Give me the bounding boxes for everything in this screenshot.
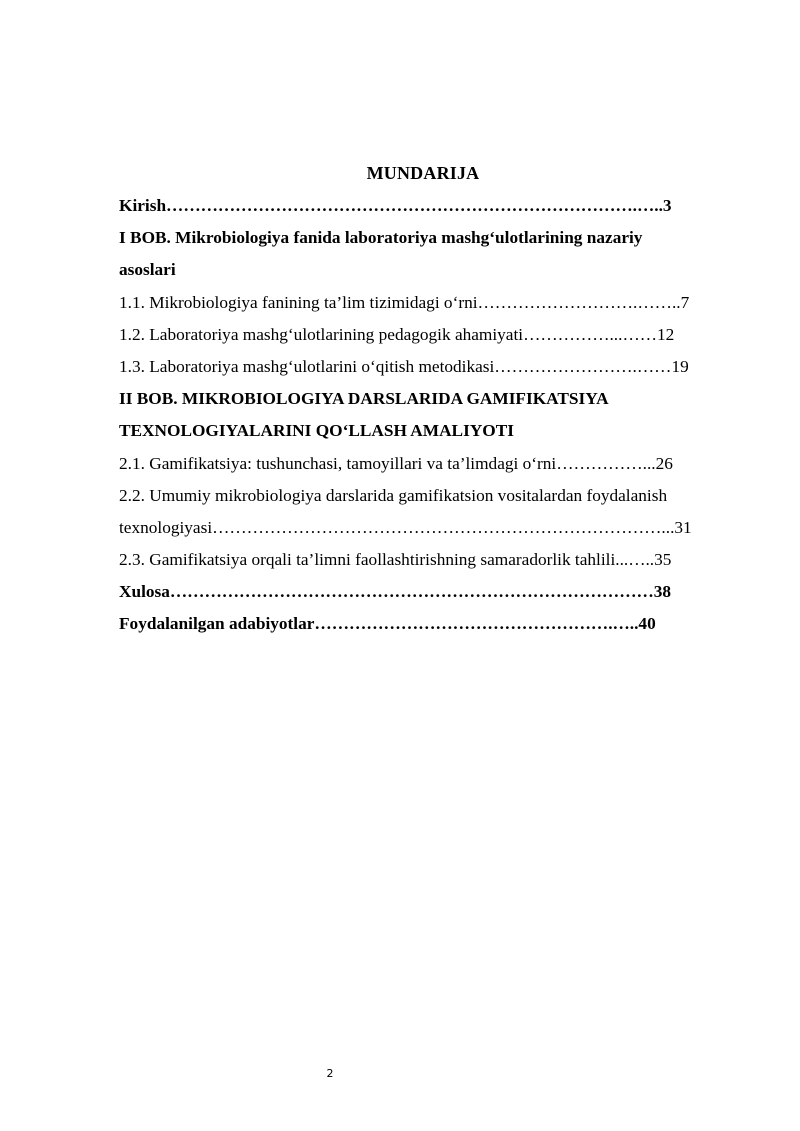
toc-entry-conclusion: Xulosa…………………………………………………………………………38 [119,582,672,602]
toc-entry-2-2-line-2: texnologiyasi……………………………………………………………………...31 [119,517,692,537]
toc-entry-references: Foydalanilgan adabiyotlar…………………………………………….…..40 [119,614,656,634]
table-of-contents [119,190,723,641]
toc-entry-1-1: 1.1. Mikrobiologiya fanining ta’lim tizimidagi o‘rni……………………….……..7 [119,292,690,312]
toc-entry-1-2: 1.2. Laboratoriya mashg‘ulotlarining pedagogik ahamiyati……………...……12 [119,324,675,344]
toc-entry-introduction: Kirish……………………………………………………………………….…..3 [119,196,672,215]
toc-chapter-2-heading-line-2: TEXNOLOGIYALARINI QO‘LLASH AMALIYOTI [119,421,514,441]
toc-chapter-1-heading-line-2: asoslari [119,260,176,280]
toc-entry-2-2-line-1: 2.2. Umumiy mikrobiologiya darslarida gamifikatsion vositalardan foydalanish [119,485,668,505]
toc-chapter-2-heading-line-1: II BOB. MIKROBIOLOGIYA DARSLARIDA GAMIFIKATSIYA [119,389,609,409]
toc-title: MUNDARIJA [366,163,480,183]
toc-entry-1-3: 1.3. Laboratoriya mashg‘ulotlarini o‘qitish metodikasi…………………….……19 [119,356,689,376]
toc-chapter-1-heading-line-1: I BOB. Mikrobiologiya fanida laboratoriya mashg‘ulotlarining nazariy [119,228,643,248]
page-number: 2 [326,1067,334,1080]
toc-entry-2-1: 2.1. Gamifikatsiya: tushunchasi, tamoyillari va ta’limdagi o‘rni……………...26 [119,453,673,473]
toc-entry-2-3: 2.3. Gamifikatsiya orqali ta’limni faollashtirishning samaradorlik tahlili...…..35 [119,550,672,570]
